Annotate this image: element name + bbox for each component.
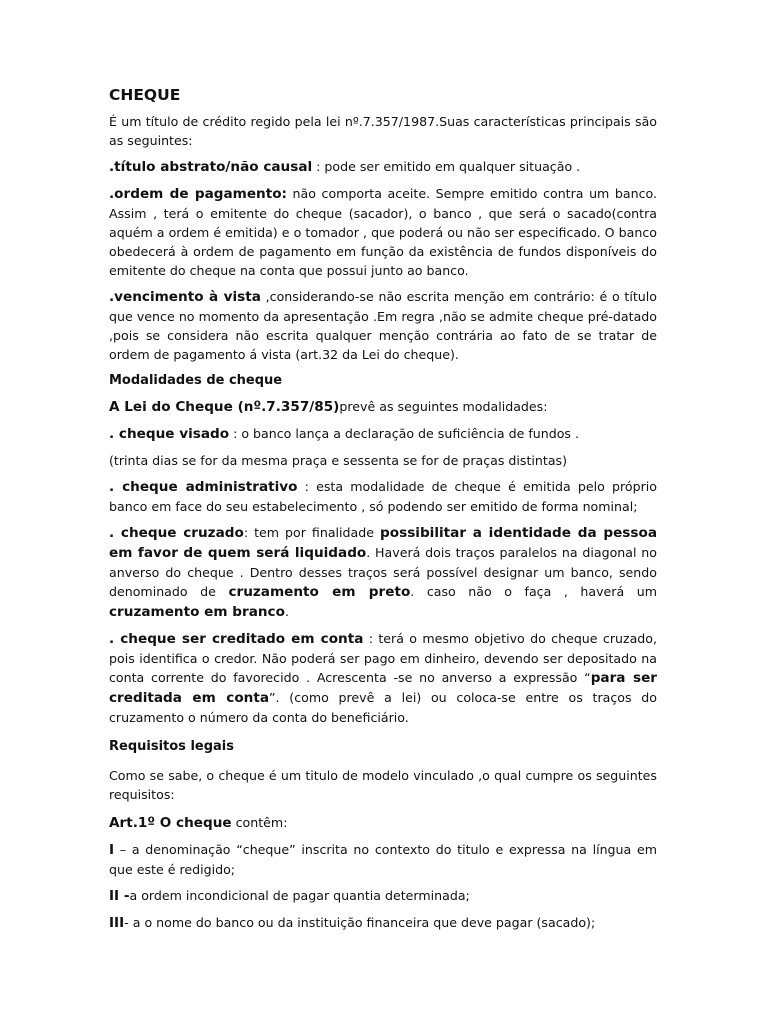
cruzamento-preto-term: cruzamento em preto xyxy=(228,584,411,600)
requisitos-heading: Requisitos legais xyxy=(109,739,234,754)
cheque-cruzado-emphasis-1: possibilitar a identidade da pessoa em favor de quem será liquidado xyxy=(109,525,658,561)
lei-text: prevê as seguintes modalidades: xyxy=(339,399,548,414)
cheque-creditado-text-2: ”. (como prevê a lei) ou coloca-se entre os traços do cruzamento o número da conta do beneficiário. xyxy=(109,690,657,725)
modalidades-heading: Modalidades de cheque xyxy=(109,373,283,388)
requisito-ii-numeral: II - xyxy=(109,888,130,904)
titulo-abstrato-paragraph xyxy=(109,157,657,177)
intro-paragraph: É um título de crédito regido pela lei nº.7.357/1987.Suas características principais são as seguintes: xyxy=(109,114,657,148)
cheque-visado-paragraph xyxy=(109,424,657,444)
requisito-iii-text: - a o nome do banco ou da instituição financeira que deve pagar (sacado); xyxy=(124,915,596,930)
vencimento-text: ,considerando-se não escrita menção em contrário: é o título que vence no momento da apresentação .Em regra ,não se admite cheque pré-datado ,pois se considera não escrita qualquer menção contrária ao fato de se tratar de ordem de pagamento á vista (art.32 da Lei do cheque). xyxy=(109,289,657,362)
doc-title: CHEQUE xyxy=(109,86,181,104)
lei-paragraph xyxy=(109,397,657,417)
art1-term: Art.1º O cheque xyxy=(109,815,232,831)
cheque-administrativo-paragraph xyxy=(109,477,657,516)
cruzamento-branco-term: cruzamento em branco xyxy=(109,604,285,620)
cheque-administrativo-term: . cheque administrativo xyxy=(109,479,298,495)
titulo-abstrato-text: : pode ser emitido em qualquer situação . xyxy=(312,159,581,174)
requisito-i-paragraph xyxy=(109,840,657,879)
requisito-iii-paragraph xyxy=(109,913,657,933)
cheque-cruzado-text-4: . xyxy=(284,604,289,619)
cheque-cruzado-paragraph xyxy=(109,523,657,622)
cheque-creditado-text-1: : terá o mesmo objetivo do cheque cruzado, pois identifica o credor. Não poderá ser pago em dinheiro, devendo ser depositado na conta corrente do favorecido . Acrescenta -se no anverso a expressão “ xyxy=(109,631,658,685)
requisito-ii-text: a ordem incondicional de pagar quantia determinada; xyxy=(129,888,470,903)
requisito-i-text: – a denominação “cheque” inscrita no contexto do titulo e expressa na língua em que este é redigido; xyxy=(109,842,657,877)
vencimento-paragraph xyxy=(109,287,657,364)
cheque-creditado-paragraph xyxy=(109,629,657,727)
requisito-iii-numeral: III xyxy=(109,915,125,931)
cheque-cruzado-text-2: . Haverá dois traços paralelos na diagonal no anverso do cheque . Dentro desses traços será possível designar um banco, sendo denominado de xyxy=(109,545,657,599)
cheque-visado-term: . cheque visado xyxy=(109,426,230,442)
cheque-cruzado-text-1: : tem por finalidade xyxy=(243,525,381,540)
cheque-administrativo-text: : esta modalidade de cheque é emitida pelo próprio banco em face do seu estabelecimento , só podendo ser emitido de forma nominal; xyxy=(109,479,657,514)
vencimento-term: .vencimento à vista xyxy=(109,289,261,305)
requisitos-intro-paragraph: Como se sabe, o cheque é um titulo de modelo vinculado ,o qual cumpre os seguintes requisitos: xyxy=(109,768,657,802)
ordem-pagamento-paragraph xyxy=(109,184,657,280)
requisito-ii-paragraph xyxy=(109,886,657,906)
cheque-creditado-term: . cheque ser creditado em conta xyxy=(109,631,364,647)
art1-text: contêm: xyxy=(231,815,288,830)
ordem-pagamento-text: não comporta aceite. Sempre emitido contra um banco. Assim , terá o emitente do cheque (sacador), o banco , que será o sacado(contra aquém a ordem é emitida) e o tomador , que poderá ou não ser especificado. O banco obedecerá à ordem de pagamento em função da existência de fundos disponíveis do emitente do cheque na conta que possui junto ao banco. xyxy=(109,186,657,278)
trinta-dias-paragraph: (trinta dias se for da mesma praça e sessenta se for de praças distintas) xyxy=(109,453,568,468)
cheque-visado-text: : o banco lança a declaração de suficiência de fundos . xyxy=(229,426,579,441)
titulo-abstrato-term: .título abstrato/não causal xyxy=(109,159,313,175)
para-ser-creditada-term: para ser creditada em conta xyxy=(109,670,657,706)
cheque-cruzado-term: . cheque cruzado xyxy=(109,525,244,541)
cheque-cruzado-text-3: . caso não o faça , haverá um xyxy=(410,584,657,599)
document-page xyxy=(109,86,657,933)
art1-paragraph xyxy=(109,813,657,833)
lei-term: A Lei do Cheque (nº.7.357/85) xyxy=(109,399,340,415)
ordem-pagamento-term: .ordem de pagamento: xyxy=(109,186,287,202)
requisito-i-numeral: I xyxy=(109,842,115,858)
